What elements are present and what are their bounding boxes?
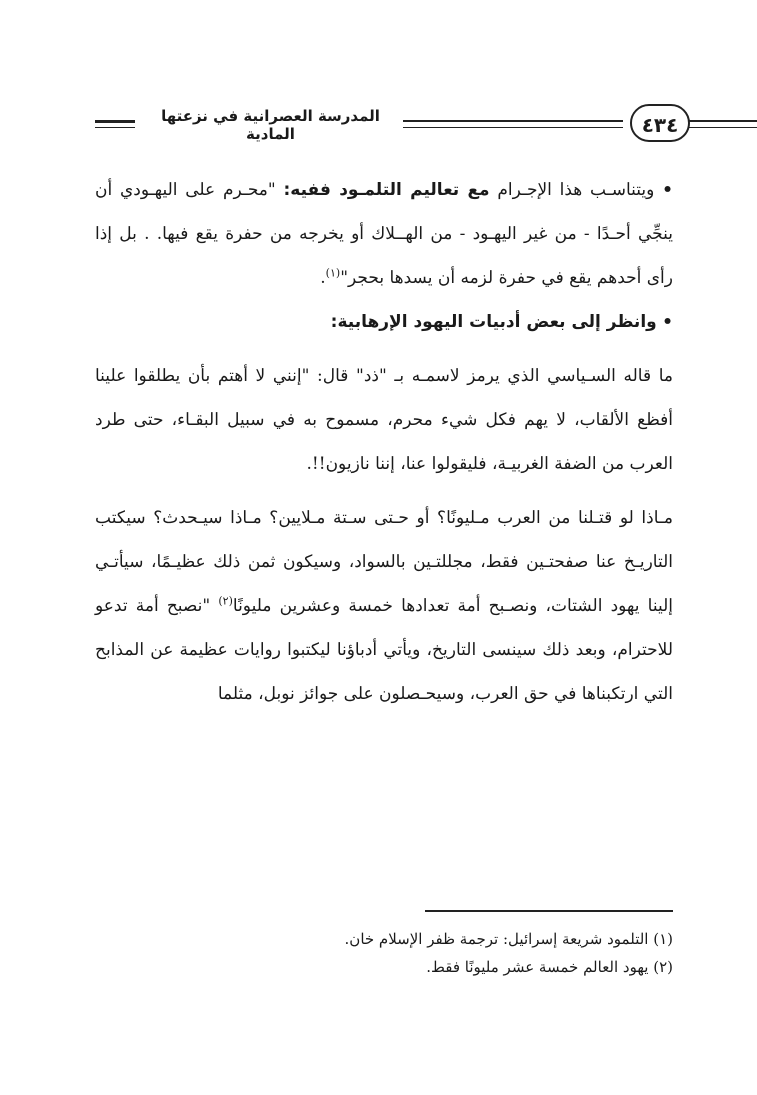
header-rule-left-thin — [95, 127, 135, 128]
paragraph-intro: ويتناسـب هذا الإجـرام — [489, 180, 655, 200]
paragraph-what-if — [95, 496, 673, 716]
footnote-ref-1: (١) — [325, 266, 341, 280]
header-rule-right — [403, 120, 623, 122]
paragraph-quote: "محـرم على اليهـودي أن ينجِّي أحـدًا - من غير اليهـود - من الهــلاك أو يخرجه من حفرة يقع فيها. . بل إذا رأى أحدهم يقع في حفرة لزمه أن يسدها بحجر" — [95, 180, 673, 288]
paragraph-text-b: "نصبح أمة تدعو للاحترام، وبعد ذلك سينسى التاريخ، ويأتي أدباؤنا ليكتبوا روايات عظيمة عن المذابح التي ارتكبناها في حق العرب، وسيحـصلون على جوائز نوبل، مثلما — [95, 596, 673, 704]
footnote-1: (١) التلمود شريعة إسرائيل: ترجمة ظفر الإسلام خان. — [344, 930, 673, 948]
header-rule-left — [95, 120, 135, 123]
footnote-ref-2: (٢) — [218, 594, 233, 608]
page-number: ٤٣٤ — [630, 104, 690, 142]
bullet: • — [662, 180, 673, 200]
paragraph-text-a: مـاذا لو قتـلنا من العرب مـليونًا؟ أو حـتى سـتة مـلايين؟ مـاذا سيـحدث؟ سيكتب التاريـخ عنا صفحتـين فقط، مجللتـين بالسواد، وسيكون ثمن ذلك عظيـمًا، سيأتـي إلينا يهود الشتات، ونصـبح أمة تعدادها خمسة وعشرين مليونًا — [95, 508, 673, 616]
paragraph-talmud — [95, 168, 673, 300]
paragraph-quote-politician: ما قاله السـياسي الذي يرمز لاسمـه بـ "ذد" قال: "إنني لا أهتم بأن يطلقوا علينا أفظع الألقاب، لا يهم فكل شيء محرم، مسموح به في سبيل البقـاء، حتى طرد العرب من الضفة الغربيـة، فليقولوا عنا، إننا نازيون!!. — [95, 366, 673, 474]
header-rule-right-thin — [403, 127, 623, 128]
footnote-2: (٢) يهود العالم خمسة عشر مليونًا فقط. — [426, 958, 673, 976]
page-header — [95, 100, 695, 150]
footnote-separator — [425, 910, 673, 912]
bullet: • — [662, 312, 673, 332]
body-text — [95, 168, 673, 716]
header-rule-tail — [688, 120, 757, 122]
section-heading — [95, 300, 673, 344]
heading-text: وانظر إلى بعض أدبيات اليهود الإرهابية: — [330, 312, 657, 332]
paragraph-bold: مع تعاليم التلمـود ففيه: — [283, 180, 490, 200]
paragraph-end: . — [320, 268, 326, 288]
running-title: المدرسة العصرانية في نزعتها المادية — [161, 107, 380, 143]
footnotes — [95, 925, 673, 981]
header-rule-tail-thin — [688, 127, 757, 128]
